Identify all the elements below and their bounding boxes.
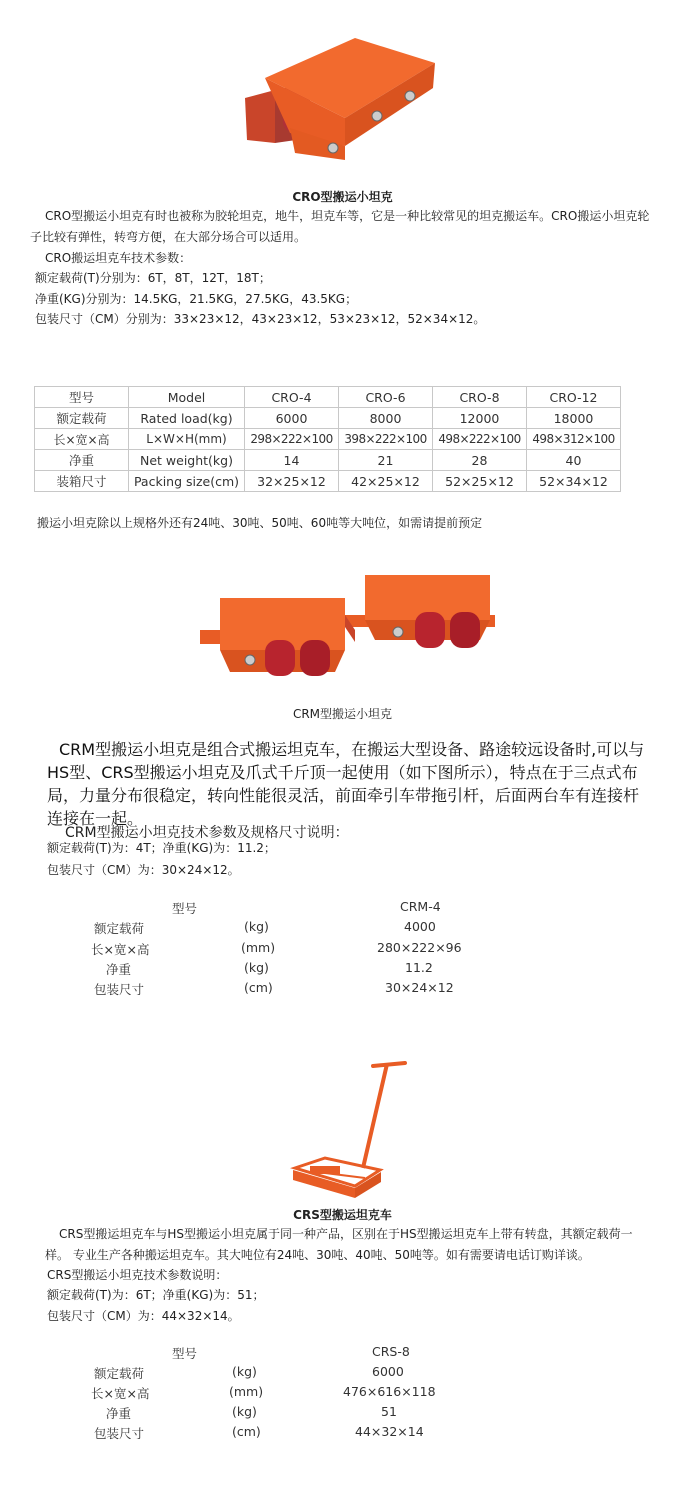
crs-intro: CRS型搬运坦克车与HS型搬运小坦克属于同一种产品，区别在于HS型搬运坦克车上带有转盘，其额定载荷一样。 专业生产各种搬运坦克车。其大吨位有24吨、30吨、40吨、50吨等。如有需要请电话订购详谈。 [45,1227,633,1262]
crm-intro: CRM型搬运小坦克是组合式搬运坦克车，在搬运大型设备、路途较远设备时,可以与HS型、CRS型搬运小坦克及爪式千斤顶一起使用（如下图所示），特点在于三点式布局，力量分布很稳定，转向性能很灵活，前面牵引车带拖引杆，后面两台车有连接杆连接在一起。 [47,740,645,828]
crm-params-title: CRM型搬运小坦克技术参数及规格尺寸说明： [65,825,349,841]
table-row [35,450,621,471]
table-cell: 40 [527,450,621,471]
table-cell: 净重 [106,1406,132,1421]
crs-pack-line: 包装尺寸（CM）为：44×32×14。 [47,1309,240,1323]
crm-load-line: 额定载荷(T)为：4T；净重(KG)为：11.2； [47,841,276,855]
table-cell: (kg) [232,1404,257,1419]
crs-product-image [285,1058,415,1206]
cro-load-line: 额定载荷(T)分别为：6T，8T，12T，18T； [35,271,271,285]
crm-pack-line: 包装尺寸（CM）为：30×24×12。 [47,863,240,877]
table-header-cell: 型号 [172,901,198,916]
table-cell: 装箱尺寸 [35,471,129,492]
table-cell: 498×312×100 [527,429,621,450]
table-cell: 52×34×12 [527,471,621,492]
table-cell: 额定载荷 [35,408,129,429]
table-cell: (kg) [244,919,269,934]
cro-pack-line: 包装尺寸（CM）分别为：33×23×12，43×23×12，53×23×12，52×34×12。 [35,312,486,326]
table-cell: 476×616×118 [343,1384,436,1399]
table-cell: 52×25×12 [433,471,527,492]
table-header-cell: 型号 [172,1346,198,1361]
table-cell: 11.2 [405,960,433,975]
cro-weight-line: 净重(KG)分别为：14.5KG，21.5KG，27.5KG，43.5KG； [35,292,358,306]
table-cell: 18000 [527,408,621,429]
table-header-cell: CRO-6 [339,387,433,408]
table-cell: Net weight(kg) [129,450,245,471]
crs-params-title: CRS型搬运小坦克技术参数说明： [47,1268,228,1282]
table-cell: (cm) [232,1424,261,1439]
table-cell: 长×宽×高 [91,1386,150,1401]
table-cell: 44×32×14 [355,1424,424,1439]
cro-spec-table [34,386,621,492]
table-cell: 6000 [372,1364,404,1379]
table-cell: (mm) [241,940,276,955]
cro-intro: CRO型搬运小坦克有时也被称为胶轮坦克，地牛，坦克车等，它是一种比较常见的坦克搬运车。CRO搬运小坦克轮子比较有弹性，转弯方便，在大部分场合可以适用。 [30,209,650,244]
table-cell: 8000 [339,408,433,429]
table-cell: 长×宽×高 [35,429,129,450]
table-cell: 21 [339,450,433,471]
crm-caption: CRM型搬运小坦克 [292,707,393,721]
cro-caption: CRO型搬运小坦克 [292,190,393,204]
table-cell: 包装尺寸 [94,1426,145,1441]
table-cell: (mm) [229,1384,264,1399]
table-header-cell: CRO-4 [245,387,339,408]
crm-product-image [195,560,505,690]
table-cell: 51 [381,1404,397,1419]
cro-params-title: CRO搬运坦克车技术参数： [45,251,192,265]
table-row [35,471,621,492]
crs-load-line: 额定载荷(T)为：6T；净重(KG)为：51； [47,1288,265,1302]
table-cell: 14 [245,450,339,471]
table-cell: 298×222×100 [245,429,339,450]
table-header-cell: CRM-4 [400,899,441,914]
table-header-cell: CRS-8 [372,1344,410,1359]
table-cell: 28 [433,450,527,471]
table-cell: 净重 [106,962,132,977]
table-cell: 498×222×100 [433,429,527,450]
table-cell: 6000 [245,408,339,429]
table-header-row [35,387,621,408]
table-cell: 30×24×12 [385,980,454,995]
table-cell: 398×222×100 [339,429,433,450]
cro-product-image [235,28,450,168]
table-cell: 长×宽×高 [91,942,150,957]
table-cell: 32×25×12 [245,471,339,492]
crs-caption: CRS型搬运坦克车 [293,1208,392,1222]
table-cell: 净重 [35,450,129,471]
table-cell: (kg) [244,960,269,975]
cro-note: 搬运小坦克除以上规格外还有24吨、30吨、50吨、60吨等大吨位，如需请提前预定 [37,516,483,530]
table-cell: 42×25×12 [339,471,433,492]
table-cell: (kg) [232,1364,257,1379]
table-cell: 280×222×96 [377,940,462,955]
table-row [35,408,621,429]
table-cell: 包装尺寸 [94,982,145,997]
table-cell: Packing size(cm) [129,471,245,492]
table-cell: L×W×H(mm) [129,429,245,450]
table-header-cell: 型号 [35,387,129,408]
table-header-cell: Model [129,387,245,408]
table-cell: 4000 [404,919,436,934]
table-cell: 额定载荷 [94,921,145,936]
table-cell: 12000 [433,408,527,429]
table-header-cell: CRO-12 [527,387,621,408]
table-cell: Rated load(kg) [129,408,245,429]
table-row [35,429,621,450]
table-cell: (cm) [244,980,273,995]
table-header-cell: CRO-8 [433,387,527,408]
table-cell: 额定载荷 [94,1366,145,1381]
